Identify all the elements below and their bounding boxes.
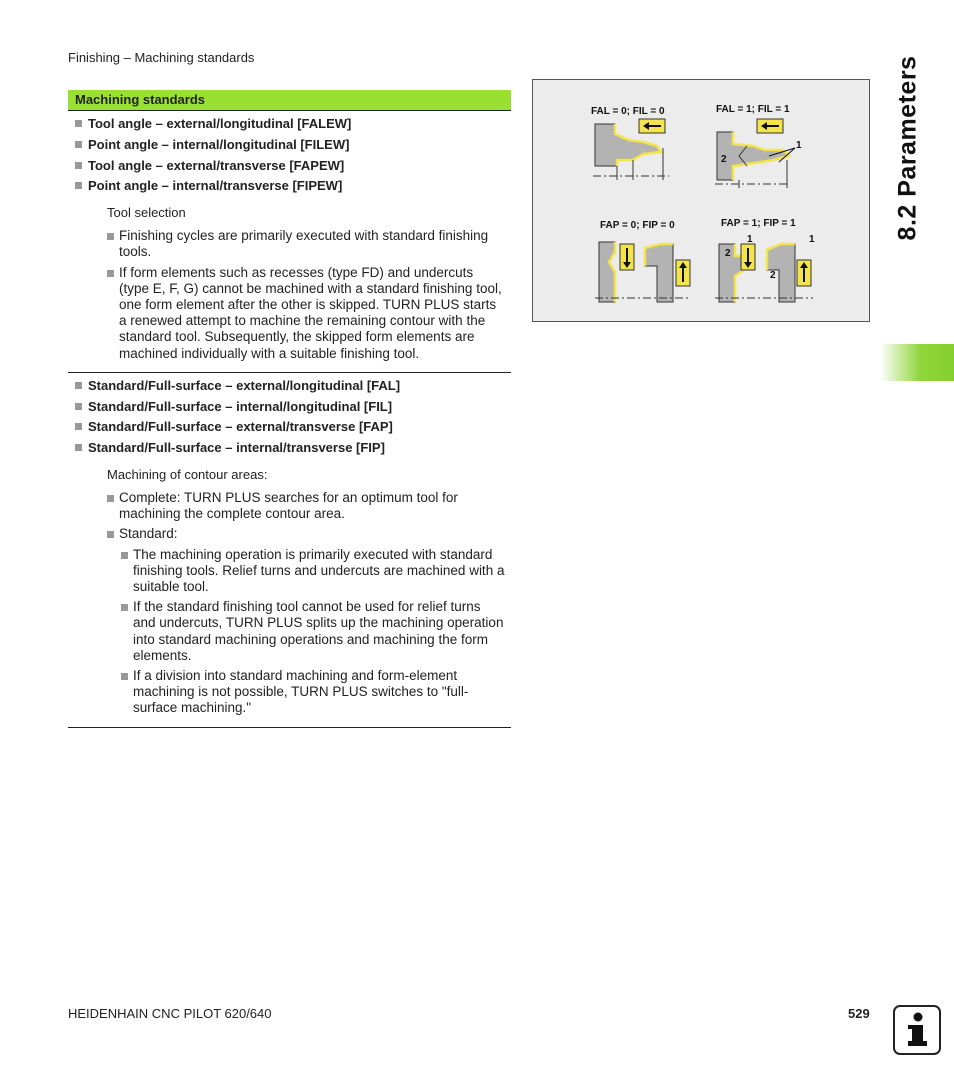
param-title: Standard/Full-surface – internal/transverse [FIP] [68,438,511,459]
param-title: Standard/Full-surface – external/longitudinal [FAL] [68,376,511,397]
info-icon [893,1005,941,1055]
workpiece-shape [599,242,615,302]
label-2: 2 [725,248,731,259]
workpiece-shape [717,132,789,180]
bullet-icon [75,162,82,169]
label-1: 1 [796,140,802,151]
arrow-up-icon [676,260,690,286]
bullet-icon [121,604,128,611]
list-item: Standard: [68,526,511,542]
bullet-icon [75,182,82,189]
param-intro: Machining of contour areas: [107,467,268,482]
chapter-side-title-text: 8.2 Parameters [893,55,922,241]
arrow-up-icon [797,260,811,286]
label-1: 1 [747,234,753,245]
param-title: Standard/Full-surface – internal/longitudinal [FIL] [68,397,511,418]
sub-list-item: If a division into standard machining and form-element machining is not possible, TURN PLUS switches to "full-surface machining." [68,668,511,717]
arrow-down-icon [620,244,634,270]
footer-product: HEIDENHAIN CNC PILOT 620/640 [68,1006,272,1021]
running-head: Finishing – Machining standards [68,50,255,65]
sub-list-item: If the standard finishing tool cannot be used for relief turns and undercuts, TURN PLUS splits up the machining operation into standard machining operations and machining the form elements. [68,599,511,664]
param-intro: Tool selection [107,205,186,221]
bullet-icon [107,495,114,502]
label-fal1: FAL = 1; FIL = 1 [716,104,790,115]
machining-illustration [532,79,870,322]
arrow-left-icon [639,119,665,133]
bullet-icon [107,531,114,538]
arrow-left-icon [757,119,783,133]
arrow-down-icon [741,244,755,270]
bullet-icon [75,403,82,410]
bullet-icon [75,423,82,430]
label-1: 1 [809,234,815,245]
workpiece-shape [645,244,673,302]
illustration-svg [533,80,869,321]
bullet-icon [75,141,82,148]
label-2: 2 [770,270,776,281]
bullet-icon [75,444,82,451]
param-title: Tool angle – external/longitudinal [FALEW] [68,114,511,135]
param-title: Point angle – internal/transverse [FIPEW] [68,176,511,197]
sub-list-item: The machining operation is primarily executed with standard finishing tools. Relief turns and undercuts are machined with a suitable tool. [68,547,511,596]
label-fal0: FAL = 0; FIL = 0 [591,106,665,117]
parameter-table [68,90,511,728]
bullet-icon [121,673,128,680]
list-item: Complete: TURN PLUS searches for an optimum tool for machining the complete contour area. [68,490,511,522]
param-title: Tool angle – external/transverse [FAPEW] [68,156,511,177]
list-item: Finishing cycles are primarily executed with standard finishing tools. [68,228,511,260]
bullet-icon [75,382,82,389]
chapter-side-title [893,48,923,248]
bullet-icon [75,120,82,127]
label-fap0: FAP = 0; FIP = 0 [600,220,675,231]
list-item: If form elements such as recesses (type FD) and undercuts (type E, F, G) cannot be machined with a standard finishing tool, one form element after the other is skipped. TURN PLUS starts a renewed attempt to machine the remaining contour with the standard tool. Subsequently, the skipped form elements are machined individually with a suitable finishing tool. [68,265,511,362]
chapter-tab-marker [880,344,954,381]
page-number: 529 [848,1006,870,1021]
label-2: 2 [721,154,727,165]
bullet-icon [107,270,114,277]
param-block-standard-full-surface [68,373,511,728]
param-title: Standard/Full-surface – external/transverse [FAP] [68,417,511,438]
label-fap1: FAP = 1; FIP = 1 [721,218,796,229]
bullet-icon [121,552,128,559]
section-header: Machining standards [68,90,511,111]
param-block-tool-angles [68,111,511,373]
bullet-icon [107,233,114,240]
param-title: Point angle – internal/longitudinal [FILEW] [68,135,511,156]
